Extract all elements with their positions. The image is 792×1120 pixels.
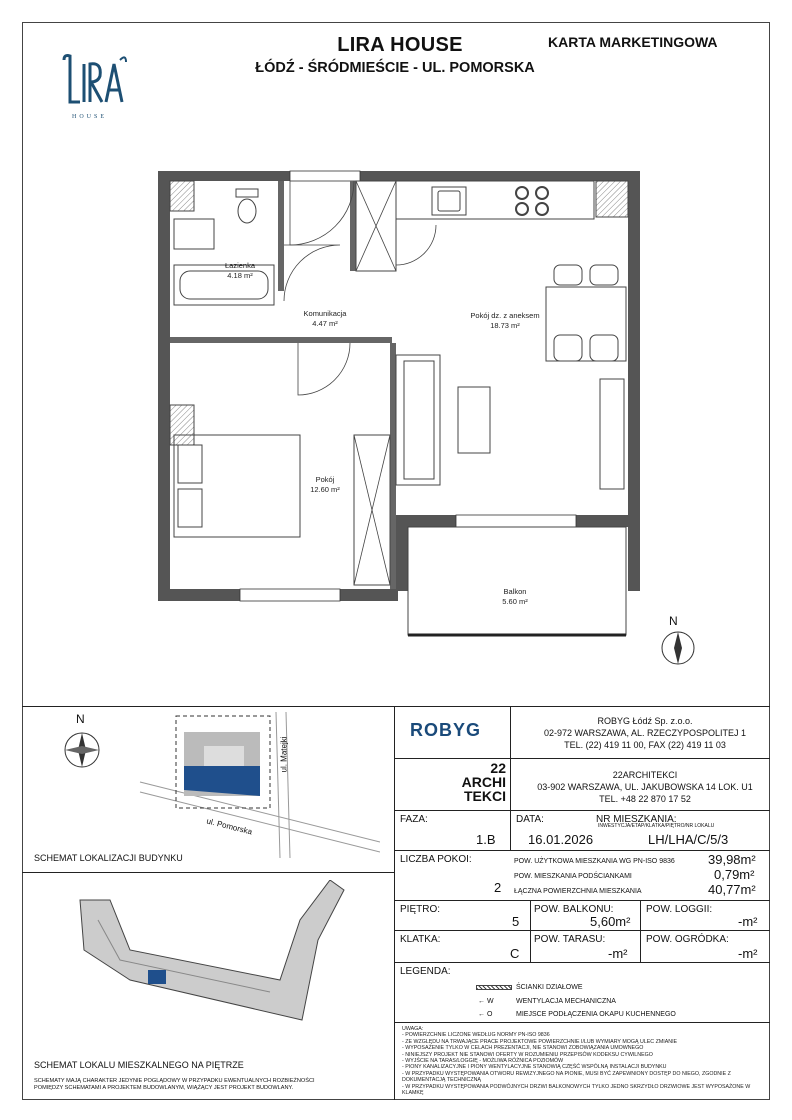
room-area: 18.73 m² xyxy=(490,321,520,330)
divider xyxy=(394,930,770,931)
floor-schema-caption: SCHEMAT LOKALU MIESZKALNEGO NA PIĘTRZE xyxy=(34,1060,244,1070)
compass-north-label: N xyxy=(669,614,678,628)
loggia-value: -m² xyxy=(738,914,758,929)
architect-logo-line: 22 xyxy=(490,760,506,776)
room-area: 5.60 m² xyxy=(502,597,528,606)
legend-hatch-symbol xyxy=(476,985,512,990)
compass-icon xyxy=(62,730,102,770)
document-type: KARTA MARKETINGOWA xyxy=(548,34,718,50)
room-label-balcony xyxy=(480,587,550,607)
nr-value: LH/LHA/C/5/3 xyxy=(648,832,729,847)
divider-vertical xyxy=(394,706,395,1100)
architect-logo-line: TEKCI xyxy=(464,788,506,804)
nr-sublabel: INWESTYCJA/ETAP/KLATKA/PIĘTRO/NR LOKALU xyxy=(598,823,715,829)
rooms-value: 2 xyxy=(494,880,502,895)
terrace-value: -m² xyxy=(608,946,628,961)
area-total-label: ŁĄCZNA POWIERZCHNIA MIESZKANIA xyxy=(514,888,642,895)
location-map-caption: SCHEMAT LOKALIZACJI BUDYNKU xyxy=(34,853,183,863)
area-sills-value: 0,79m² xyxy=(714,867,755,882)
nr-label: NR MIESZKANIA: xyxy=(596,814,677,825)
logo-subtext: HOUSE xyxy=(72,114,108,120)
rooms-label: LICZBA POKOI: xyxy=(400,854,472,865)
divider xyxy=(394,758,770,759)
architect-logo xyxy=(436,761,506,803)
room-label-bedroom xyxy=(290,475,360,495)
legend-item-text: MIEJSCE PODŁĄCZENIA OKAPU KUCHENNEGO xyxy=(516,1011,676,1018)
floor-value: 5 xyxy=(512,914,520,929)
note-line: - PIONY KANALIZACYJNE I PIONY WENTYLACYJNE STANOWIĄ CZĘŚĆ WSPÓLNĄ INSTALACJI BUDYNKU xyxy=(402,1064,667,1071)
location-map xyxy=(40,712,380,858)
legend-item-text: ŚCIANKI DZIAŁOWE xyxy=(516,984,583,991)
note-line: - W PRZYPADKU WYSTĘPOWANIA PODWÓJNYCH DRZWI BALKONOWYCH TYLKO JEDNO SKRZYDŁO DRZWIOWE JEST WYPOSAŻONE W KLAMKĘ xyxy=(402,1083,751,1097)
architect-name: 22ARCHITEKCI xyxy=(612,770,678,780)
divider-top xyxy=(22,706,770,707)
balcony-value: 5,60m² xyxy=(590,914,631,929)
architect-address: 03-902 WARSZAWA, UL. JAKUBOWSKA 14 LOK. U1 xyxy=(537,782,753,792)
page-subtitle: ŁÓDŹ - ŚRÓDMIEŚCIE - UL. POMORSKA xyxy=(255,60,535,76)
disclaimer: SCHEMATY MAJĄ CHARAKTER JEDYNIE POGLĄDOWY W PRZYPADKU EWENTUALNYCH ROZBIEŻNOŚCI POMIĘDZY SCHEMATAMI A PROJEKTEM BUDOWLANYM, WIĄŻĄCY JEST PROJEKT BUDOWLANY. xyxy=(34,1078,315,1091)
faza-label: FAZA: xyxy=(400,814,428,825)
divider xyxy=(510,810,511,850)
note-line: - W PRZYPADKU WYSTĘPOWANIA OTWORU REWIZYJNEGO NA PIONIE, MUSI BYĆ ZAPEWNIONY DOSTĘP DO NIEGO, ZGODNIE Z DOKUMENTACJĄ TECHNICZNĄ xyxy=(402,1070,731,1084)
compass-plan xyxy=(660,614,700,670)
stair-label: KLATKA: xyxy=(400,934,441,945)
divider xyxy=(394,1022,770,1023)
page-title: LIRA HOUSE xyxy=(337,34,463,56)
legend-o: O xyxy=(486,1011,493,1018)
divider xyxy=(22,872,394,873)
divider xyxy=(530,900,531,962)
legend-title: LEGENDA: xyxy=(400,966,451,977)
room-area: 12.60 m² xyxy=(310,485,340,494)
street-matejki-label: ul. Matejki xyxy=(279,736,289,773)
divider xyxy=(640,900,641,962)
area-total-value: 40,77m² xyxy=(708,882,756,897)
legend-item-text: WENTYLACJA MECHANICZNA xyxy=(516,998,616,1005)
balcony-label: POW. BALKONU: xyxy=(534,904,614,915)
note-line: - WYJŚCIE NA TARAS/LOGGIĘ - MOŻLIWA RÓŻNICA POZIOMÓW xyxy=(402,1058,564,1065)
area-usable-label: POW. UŻYTKOWA MIESZKANIA WG PN-ISO 9836 xyxy=(514,858,675,865)
floor-plan xyxy=(150,165,650,645)
room-name: Łazienka xyxy=(224,261,256,270)
notes-title: UWAGA: xyxy=(402,1026,424,1032)
architect-phone: TEL. +48 22 870 17 52 xyxy=(599,794,691,804)
developer-phone: TEL. (22) 419 11 00, FAX (22) 419 11 03 xyxy=(564,740,726,750)
room-label-bathroom xyxy=(210,261,270,281)
divider xyxy=(394,962,770,963)
room-label-living xyxy=(450,311,560,331)
note-line: - ZE WZGLĘDU NA TRWAJĄCE PRACE PROJEKTOWE POWIERZCHNIE I/LUB WYMIARY MOGĄ ULEC ZMIANIE xyxy=(402,1038,678,1045)
developer-name: ROBYG Łódź Sp. z.o.o. xyxy=(597,716,693,726)
area-sills-label: POW. MIESZKANIA PODŚCIANKAMI xyxy=(514,873,632,880)
legend-item-symbol: ← O xyxy=(478,1011,493,1018)
compass-north-label: N xyxy=(76,712,85,726)
terrace-label: POW. TARASU: xyxy=(534,934,606,945)
floor-label: PIĘTRO: xyxy=(400,904,441,915)
area-usable-value: 39,98m² xyxy=(708,852,756,867)
compass-icon xyxy=(660,630,696,666)
legend-w: W xyxy=(486,998,494,1005)
note-line: - NINIEJSZY PROJEKT NIE STANOWI OFERTY W ROZUMIENIU PRZEPISÓW KODEKSU CYWILNEGO xyxy=(402,1051,653,1058)
room-name: Balkon xyxy=(503,587,527,596)
data-value: 16.01.2026 xyxy=(528,832,594,847)
street-pomorska-label: ul. Pomorska xyxy=(205,816,254,837)
room-label-hall xyxy=(290,309,360,329)
developer-address: 02-972 WARSZAWA, AL. RZECZYPOSPOLITEJ 1 xyxy=(543,728,747,738)
stair-value: C xyxy=(510,946,520,961)
divider xyxy=(394,900,770,901)
legend-item-symbol: ← W xyxy=(478,998,494,1005)
notes-block xyxy=(402,1026,762,1096)
room-area: 4.47 m² xyxy=(312,319,338,328)
floor-schema xyxy=(70,880,350,1040)
divider xyxy=(394,850,770,851)
note-line: - WYPOSAŻENIE TYLKO W CELACH PREZENTACJI, NIE STANOWI ZOBOWIĄZANIA UMOWNEGO xyxy=(402,1045,644,1052)
room-name: Pokój dz. z aneksem xyxy=(470,311,540,320)
robyg-logo: ROBYG xyxy=(410,720,482,740)
garden-label: POW. OGRÓDKA: xyxy=(646,934,729,945)
room-name: Pokój xyxy=(315,475,335,484)
architect-logo-line: ARCHI xyxy=(461,774,506,790)
data-label: DATA: xyxy=(516,814,544,825)
faza-value: 1.B xyxy=(476,832,496,847)
lira-house-logo xyxy=(58,52,132,124)
divider xyxy=(394,810,770,811)
room-area: 4.18 m² xyxy=(227,271,253,280)
note-line: - POWIERZCHNIE LICZONE WEDŁUG NORMY PN-ISO 9836 xyxy=(402,1032,550,1039)
room-name: Komunikacja xyxy=(303,309,347,318)
garden-value: -m² xyxy=(738,946,758,961)
loggia-label: POW. LOGGII: xyxy=(646,904,713,915)
